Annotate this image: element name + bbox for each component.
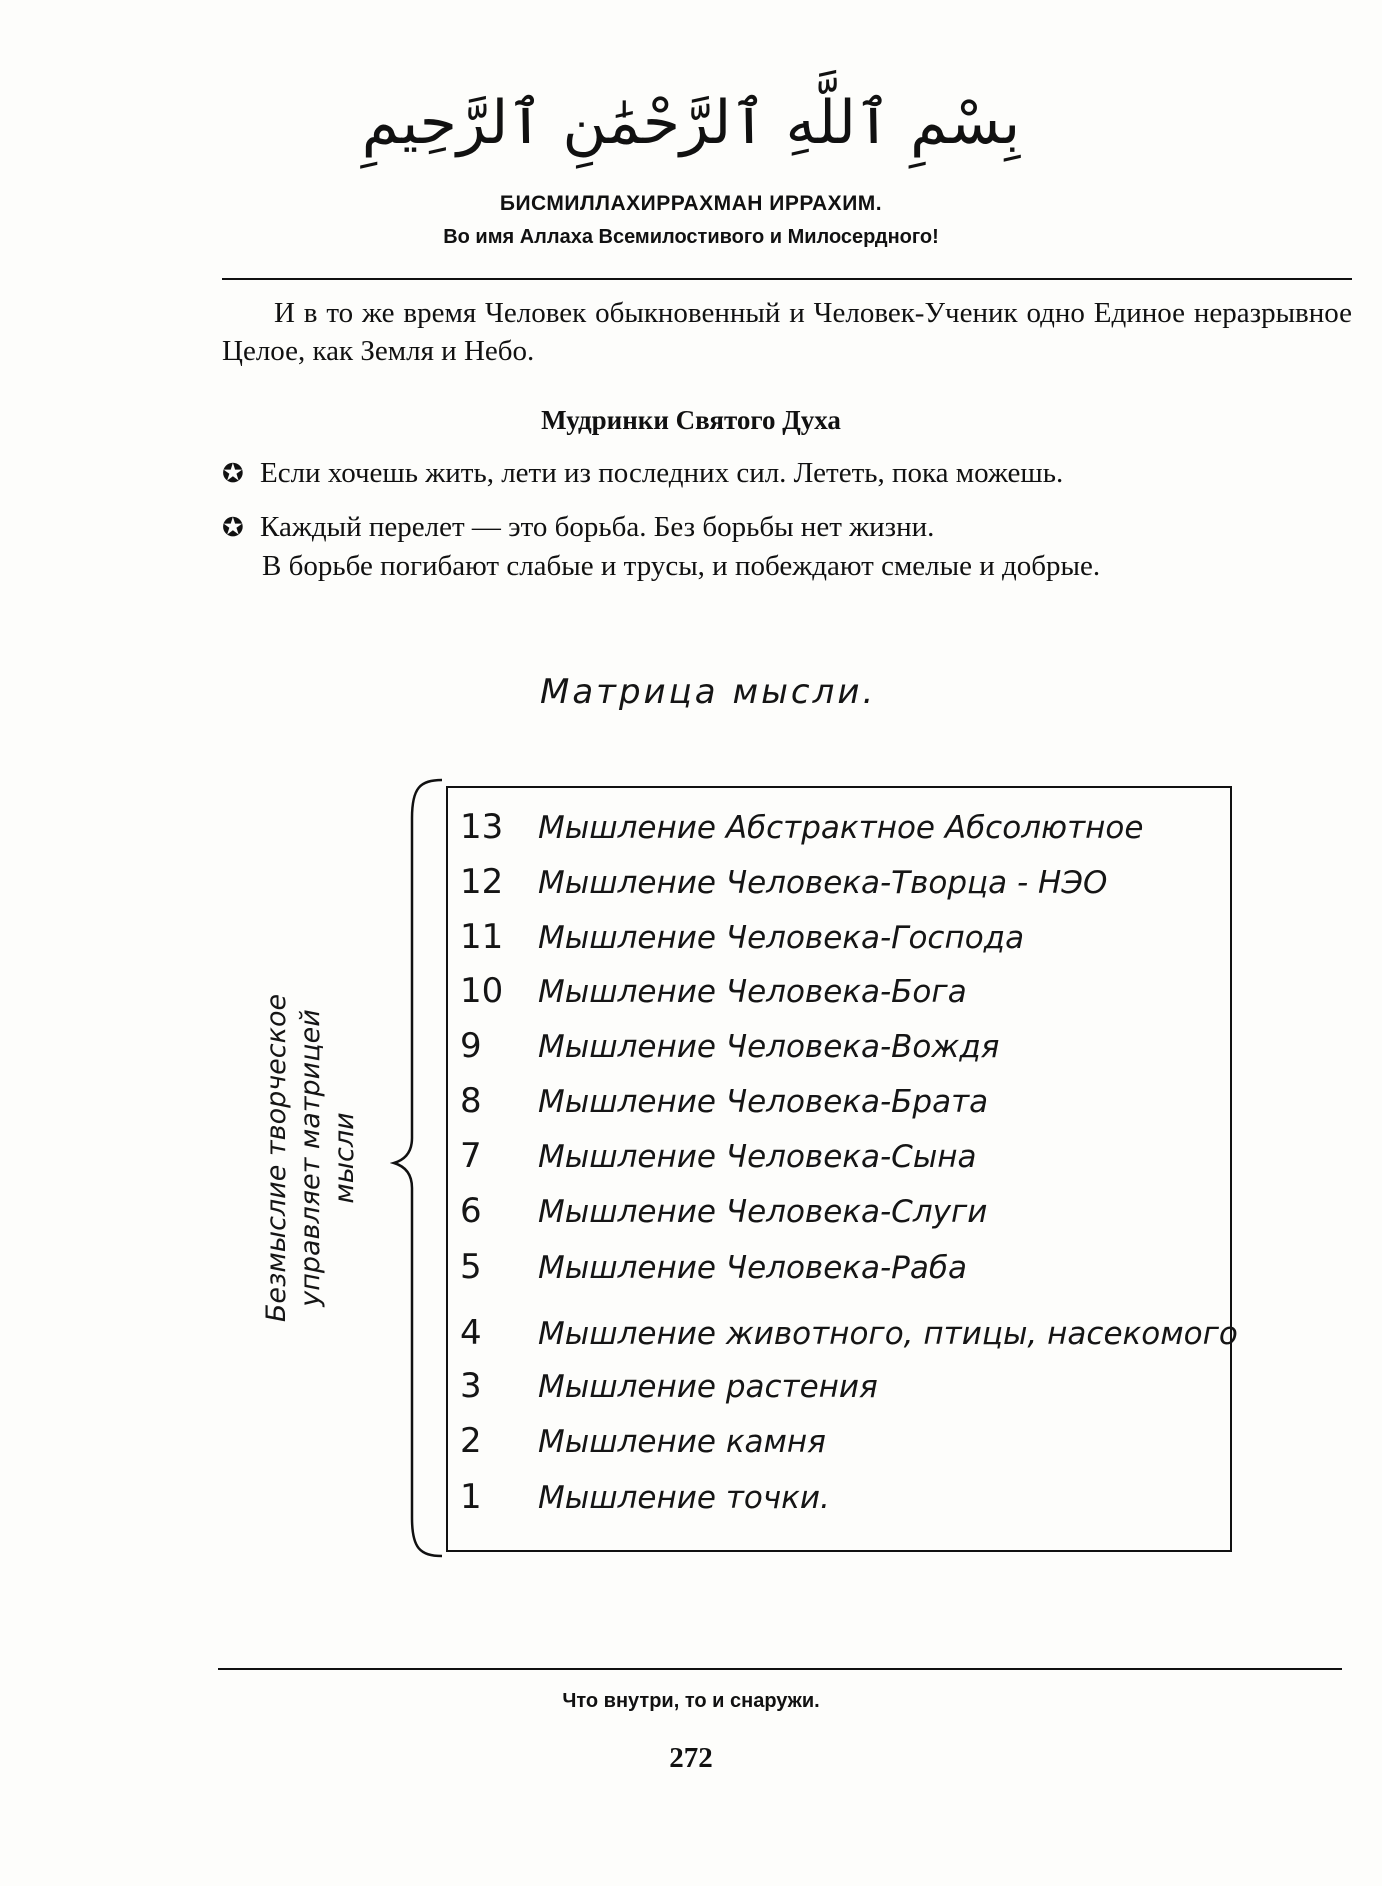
side-label-line: Безмыслие творческое	[261, 993, 292, 1323]
matrix-row	[460, 910, 1220, 964]
sayings-heading: Мудринки Святого Духа	[541, 405, 841, 435]
row-number: 3	[460, 1366, 482, 1406]
row-number: 10	[460, 971, 504, 1011]
matrix-row	[460, 1240, 1220, 1294]
matrix-row	[460, 800, 1220, 854]
row-text: Мышление камня	[538, 1424, 826, 1460]
matrix-row	[460, 1074, 1220, 1128]
row-number: 8	[460, 1081, 482, 1121]
matrix-row	[460, 1359, 1220, 1413]
row-number: 7	[460, 1136, 482, 1176]
saying-text: Каждый перелет — это борьба. Без борьбы нет жизни.	[260, 511, 935, 543]
saying-text-continuation: В борьбе погибают слабые и трусы, и побеждают смелые и добрые.	[262, 550, 1101, 582]
pentagram-bullet-icon: ✪	[222, 513, 244, 543]
row-number: 13	[460, 807, 504, 847]
saying-item	[222, 508, 1352, 585]
side-label-line: мысли	[329, 1112, 360, 1204]
header-rule	[222, 278, 1352, 280]
row-text: Мышление точки.	[538, 1480, 830, 1516]
row-number: 12	[460, 862, 504, 902]
matrix-row	[460, 1129, 1220, 1183]
row-number: 1	[460, 1477, 482, 1517]
matrix-title: Матрица мысли.	[540, 672, 877, 712]
row-text: Мышление Человека-Брата	[538, 1084, 989, 1120]
row-number: 4	[460, 1313, 482, 1353]
body-paragraph: И в то же время Человек обыкновенный и Человек-Ученик одно Единое неразрывное Целое, как Земля и Небо.	[222, 297, 1352, 367]
matrix-row	[460, 1306, 1238, 1360]
matrix-row	[460, 1019, 1220, 1073]
saying-item	[222, 454, 1352, 493]
footer-rule	[218, 1668, 1342, 1670]
row-number: 5	[460, 1247, 482, 1287]
row-text: Мышление Абстрактное Абсолютное	[538, 810, 1144, 846]
page-number: 272	[669, 1742, 713, 1774]
row-text: Мышление Человека-Слуги	[538, 1194, 988, 1230]
saying-text: Если хочешь жить, лети из последних сил. Лететь, пока можешь.	[260, 457, 1064, 489]
row-text: Мышление животного, птицы, насекомого	[538, 1316, 1238, 1352]
header-subtitle: Во имя Аллаха Всемилостивого и Милосердного!	[443, 226, 939, 248]
row-text: Мышление растения	[538, 1369, 878, 1405]
bismillah-calligraphy: بِسْمِ ٱللَّهِ ٱلرَّحْمَٰنِ ٱلرَّحِيمِ	[361, 88, 1021, 158]
matrix-row	[460, 855, 1220, 909]
matrix-row	[460, 1470, 1220, 1524]
row-text: Мышление Человека-Раба	[538, 1250, 967, 1286]
footer-motto: Что внутри, то и снаружи.	[562, 1690, 820, 1712]
row-text: Мышление Человека-Творца - НЭО	[538, 865, 1108, 901]
matrix-row	[460, 964, 1220, 1018]
side-label-line: управляет матрицей	[295, 1009, 326, 1307]
matrix-row	[460, 1184, 1220, 1238]
pentagram-bullet-icon: ✪	[222, 459, 244, 489]
curly-brace	[390, 778, 450, 1558]
row-text: Мышление Человека-Вождя	[538, 1029, 1000, 1065]
matrix-side-label	[260, 948, 362, 1368]
row-text: Мышление Человека-Бога	[538, 974, 967, 1010]
row-number: 11	[460, 917, 504, 957]
header-title: БИСМИЛЛАХИРРАХМАН ИРРАХИМ.	[499, 192, 883, 215]
row-number: 6	[460, 1191, 482, 1231]
row-number: 2	[460, 1421, 482, 1461]
row-text: Мышление Человека-Сына	[538, 1139, 977, 1175]
row-number: 9	[460, 1026, 482, 1066]
matrix-row	[460, 1414, 1220, 1468]
row-text: Мышление Человека-Господа	[538, 920, 1025, 956]
